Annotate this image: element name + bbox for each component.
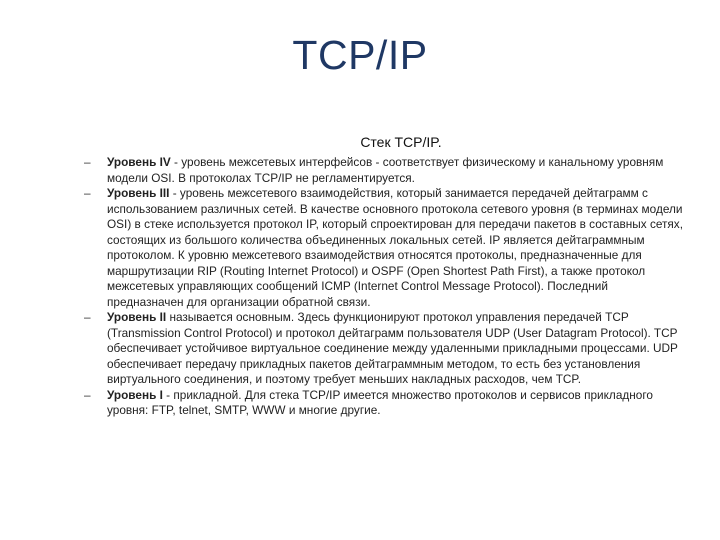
- item-lead: Уровень I: [107, 387, 163, 402]
- slide-content: [86, 134, 686, 419]
- item-lead: Уровень II: [107, 310, 167, 324]
- list-item: [86, 155, 686, 186]
- bullet-dash-icon: –: [84, 155, 91, 169]
- bullet-dash-icon: –: [84, 387, 91, 402]
- bullet-dash-icon: –: [84, 186, 91, 200]
- bullet-dash-icon: –: [84, 310, 91, 324]
- bullet-list: [86, 155, 686, 419]
- item-lead: Уровень IV: [107, 155, 171, 169]
- slide-subtitle: Стек TCP/IP.: [360, 134, 442, 150]
- item-text: - уровень межсетевого взаимодействия, который занимается передачей дейтаграмм с использованием различных сетей. В качестве основного протокола сетевого уровня (в терминах модели OSI) в стеке используется протокол IP, который спроектирован для передачи пакетов в составных сетях, состоящих из большого количества объединенных локальных сетей. IP является дейтаграммным протоколом. К уровню межсетевого взаимодействия относятся протоколы, предназначенные для маршрутизации RIP (Routing Internet Protocol) и OSPF (Open Shortest Path First), а также протокол межсетевых управляющих сообщений ICMP (Internet Control Message Protocol). Последний предназначен для организации обратной связи.: [107, 186, 683, 309]
- item-lead: Уровень III: [107, 186, 170, 200]
- list-item: [86, 388, 686, 419]
- list-item: [86, 310, 686, 388]
- item-text: называется основным. Здесь функционируют протокол управления передачей TCP (Transmission Control Protocol) и протокол дейтаграмм пользователя UDP (User Datagram Protocol). TCP обеспечивает устойчивое виртуальное соединение между удаленными прикладными процессами. UDP обеспечивает передачу прикладных пакетов дейтаграммным методом, то есть без установления виртуального соединения, и поэтому требует меньших накладных расходов, чем TCP.: [107, 310, 678, 386]
- list-item: [86, 186, 686, 310]
- item-text: - уровень межсетевых интерфейсов - соответствует физическому и канальному уровням модели OSI. В протоколах TCP/IP не регламентируется.: [107, 155, 664, 185]
- slide-title: TCP/IP: [292, 32, 428, 78]
- item-text: - прикладной. Для стека TCP/IP имеется множество протоколов и сервисов прикладного уровня: FTP, telnet, SMTP, WWW и многие другие.: [107, 387, 653, 417]
